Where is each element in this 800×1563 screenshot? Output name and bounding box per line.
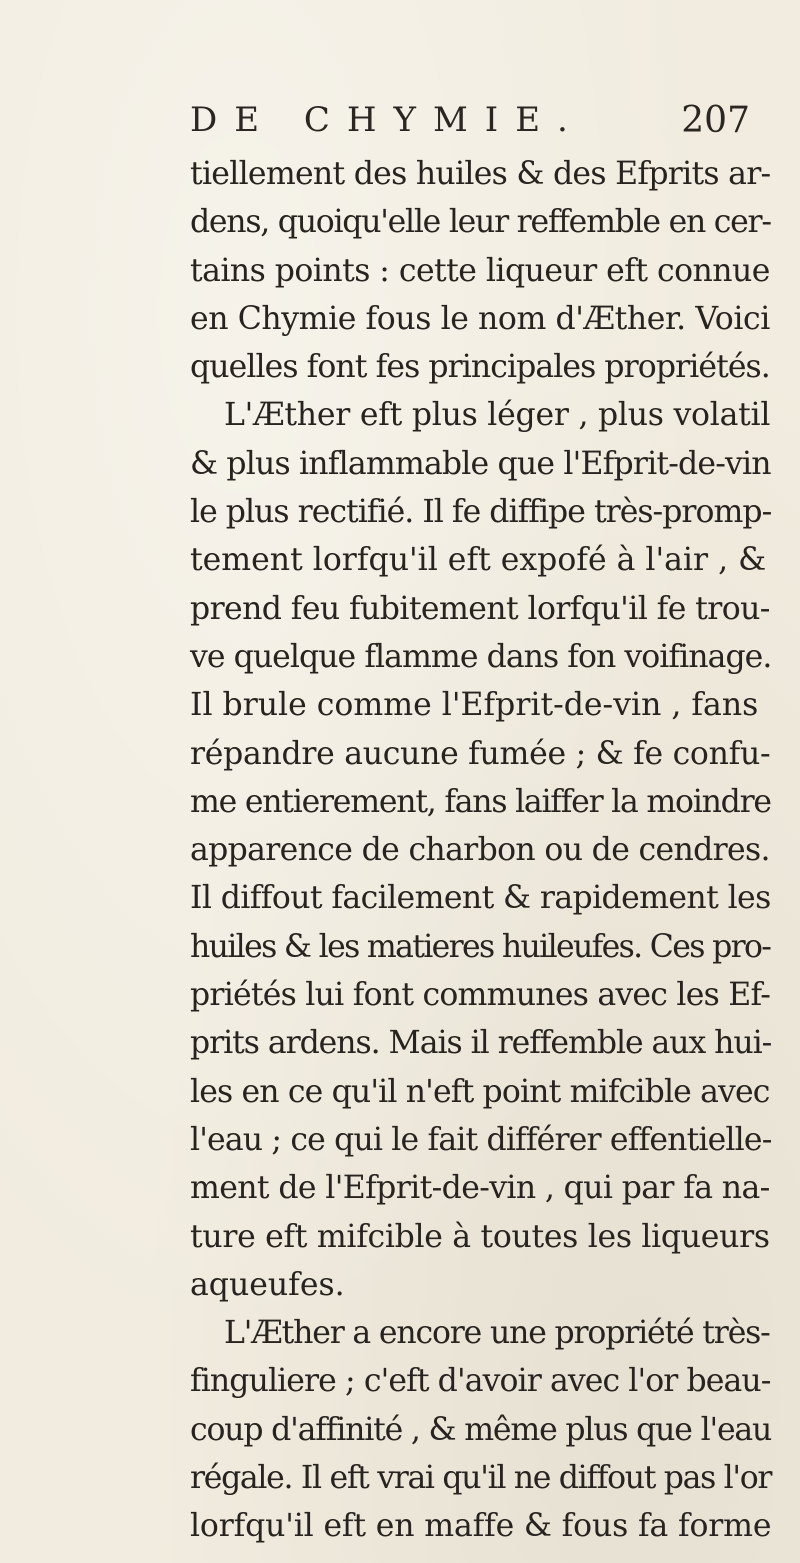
text-line: régale. Il eft vrai qu'il ne diffout pas l'or: [190, 1460, 772, 1497]
text-line: en Chymie fous le nom d'Æther. Voici: [190, 300, 770, 337]
text-line: aqueufes.: [190, 1266, 345, 1303]
text-line: finguliere ; c'eft d'avoir avec l'or beau-: [190, 1363, 771, 1400]
page-number: 207: [681, 100, 750, 141]
text-line: prend feu fubitement lorfqu'il fe trou-: [190, 590, 770, 627]
text-line: ment de l'Efprit-de-vin , qui par fa na-: [190, 1170, 770, 1207]
text-line: apparence de charbon ou de cendres.: [190, 832, 770, 869]
text-line: & plus inflammable que l'Efprit-de-vin: [190, 445, 771, 482]
text-line: L'Æther eft plus léger , plus volatil: [224, 397, 771, 434]
text-line: Il diffout facilement & rapidement les: [190, 880, 771, 917]
text-line: ve quelque flamme dans fon voifinage.: [190, 638, 772, 675]
text-line: huiles & les matieres huileufes. Ces pro-: [190, 928, 771, 965]
text-line: tement lorfqu'il eft expofé à l'air , &: [190, 542, 767, 579]
text-line: coup d'affinité , & même plus que l'eau: [190, 1411, 772, 1448]
text-line: les en ce qu'il n'eft point mifcible avec: [190, 1073, 770, 1110]
text-line: l'eau ; ce qui le fait différer effentielle-: [190, 1121, 772, 1158]
text-line: le plus rectifié. Il fe diffipe très-promp-: [190, 494, 772, 531]
text-line: Il brule comme l'Efprit-de-vin , fans: [190, 687, 759, 724]
text-line: me entierement, fans laiffer la moindre: [190, 783, 771, 820]
text-line: quelles font fes principales propriétés.: [190, 349, 770, 386]
text-line: répandre aucune fumée ; & fe confu-: [190, 735, 771, 772]
running-head: DE CHYMIE.: [190, 100, 585, 140]
text-line: L'Æther a encore une propriété très-: [224, 1315, 770, 1352]
text-line: dens, quoiqu'elle leur reffemble en cer-: [190, 204, 771, 241]
text-line: lorfqu'il eft en maffe & fous fa forme: [190, 1508, 772, 1545]
text-line: tains points : cette liqueur eft connue: [190, 252, 770, 289]
body-text: [190, 150, 770, 1551]
text-line: tiellement des huiles & des Efprits ar-: [190, 156, 771, 192]
page-header: [190, 100, 750, 150]
text-line: ture eft mifcible à toutes les liqueurs: [190, 1218, 770, 1255]
text-line: priétés lui font communes avec les Ef-: [190, 977, 771, 1014]
text-line: prits ardens. Mais il reffemble aux hui-: [190, 1025, 772, 1062]
